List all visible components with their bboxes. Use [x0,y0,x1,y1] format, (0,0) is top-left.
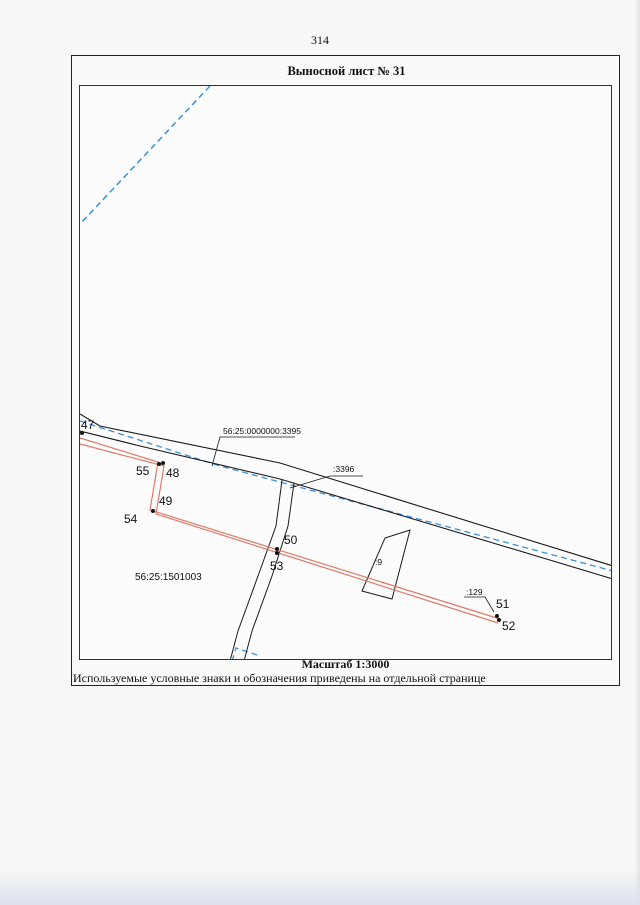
point-47-label: 47 [81,418,95,432]
point-52-marker[interactable] [497,618,501,622]
point-49-marker[interactable] [151,509,155,513]
sheet-title: Выносной лист № 31 [287,64,406,78]
point-51-marker[interactable] [495,614,499,618]
branch-road-right [244,483,294,660]
quarter-label: 56:25:1501003 [135,572,202,583]
point-48-label: 48 [166,466,180,480]
point-54-label: 54 [124,512,138,526]
point-51-label: 51 [496,597,510,611]
map-scale: Масштаб 1:3000 [301,657,390,671]
plot-129-label: :129 [466,587,483,597]
point-53-label: 53 [270,559,284,573]
branch-parcel-label: :3396 [333,464,355,474]
scan-bottom-tint [0,869,640,905]
point-50-marker[interactable] [275,547,279,551]
page-number: 314 [311,33,329,47]
plot-9-label: :9 [375,557,383,567]
scan-edge-shadow [634,0,640,905]
cadastral-map[interactable] [80,86,612,660]
point-50-label: 50 [284,533,298,547]
point-55-label: 55 [136,464,150,478]
zone-boundary-top-left [80,86,210,224]
point-52-label: 52 [502,619,516,633]
map-frame[interactable] [79,85,612,660]
point-55-marker[interactable] [157,462,161,466]
point-49-label: 49 [159,494,173,508]
legend-note: Используемые условные знаки и обозначения приведены на отдельной странице [73,671,486,685]
point-53-marker[interactable] [275,551,279,555]
point-48-marker[interactable] [161,461,165,465]
road-parcel-label: 56:25:0000000:3395 [223,426,301,436]
